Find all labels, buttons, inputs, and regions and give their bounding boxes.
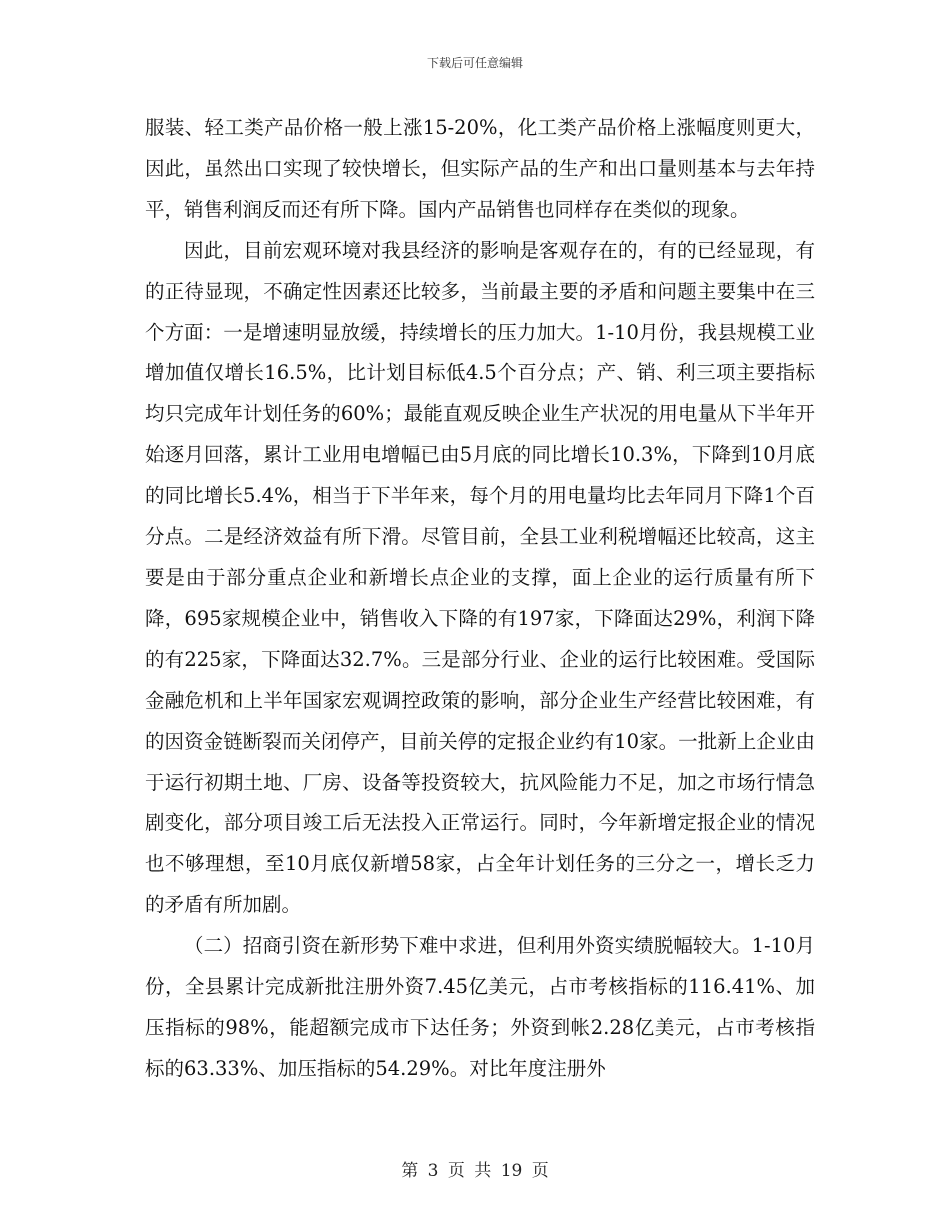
paragraph-investment: （二）招商引资在新形势下难中求进，但利用外资实绩脱幅较大。1-10月份，全县累计完成新批注册外资7.45亿美元，占市考核指标的116.41%、加压指标的98%，能超额完成市下达任务；外资到帐2.28亿美元，占市考核指标的63.33%、加压指标的54.29%。对比年度注册外 xyxy=(145,934,815,1080)
page-header: 下载后可任意编辑 xyxy=(426,56,523,70)
paragraph-continuation: 服装、轻工类产品价格一般上涨15-20%，化工类产品价格上涨幅度则更大，因此，虽然出口实现了较快增长，但实际产品的生产和出口量则基本与去年持平，销售利润反而还有所下降。国内产品销售也同样存在类似的现象。 xyxy=(145,116,815,221)
paragraph-macro-impact: 因此，目前宏观环境对我县经济的影响是客观存在的，有的已经显现，有的正待显现，不确定性因素还比较多，当前最主要的矛盾和问题主要集中在三个方面：一是增速明显放缓，持续增长的压力加大。1-10月份，我县规模工业增加值仅增长16.5%，比计划目标低4.5个百分点；产、销、利三项主要指标均只完成年计划任务的60%；最能直观反映企业生产状况的用电量从下半年开始逐月回落，累计工业用电增幅已由5月底的同比增长10.3%，下降到10月底的同比增长5.4%，相当于下半年来，每个月的用电量均比去年同月下降1个百分点。二是经济效益有所下滑。尽管目前，全县工业利税增幅还比较高，这主要是由于部分重点企业和新增长点企业的支撑，面上企业的运行质量有所下降，695家规模企业中，销售收入下降的有197家，下降面达29%，利润下降的有225家，下降面达32.7%。三是部分行业、企业的运行比较困难。受国际金融危机和上半年国家宏观调控政策的影响，部分企业生产经营比较困难，有的因资金链断裂而关闭停产，目前关停的定报企业约有10家。一批新上企业由于运行初期土地、厂房、设备等投资较大，抗风险能力不足，加之市场行情急剧变化，部分项目竣工后无法投入正常运行。同时，今年新增定报企业的情况也不够理想，至10月底仅新增58家，占全年计划任务的三分之一，增长乏力的矛盾有所加剧。 xyxy=(145,238,815,917)
page-number: 第 3 页 共 19 页 xyxy=(401,1161,549,1181)
document-body xyxy=(145,108,815,1090)
